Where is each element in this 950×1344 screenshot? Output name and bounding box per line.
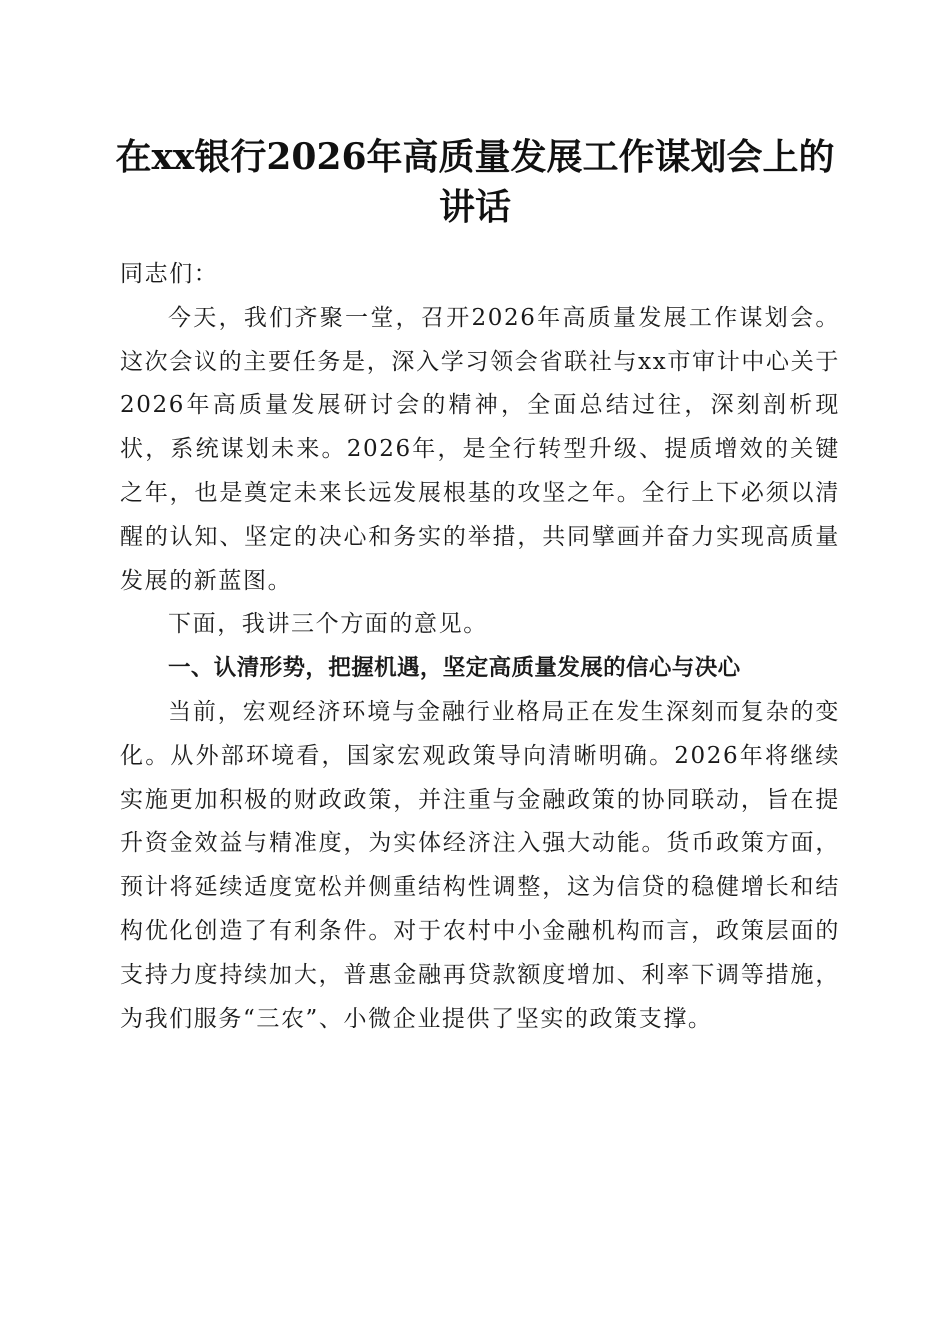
salutation: 同志们： [120,261,219,287]
document-title [100,132,850,232]
title-line-2: 讲话 [438,186,511,228]
paragraph-opening: 今天，我们齐聚一堂，召开2026年高质量发展工作谋划会。这次会议的主要任务是，深入学习领会省联社与xx市审计中心关于2026年高质量发展研讨会的精神，全面总结过往，深刻剖析现状，系统谋划未来。2026年，是全行转型升级、提质增效的关键之年，也是奠定未来长远发展根基的攻坚之年。全行上下必须以清醒的认知、坚定的决心和务实的举措，共同擘画并奋力实现高质量发展的新蓝图。 [120,304,840,594]
paragraph-situation: 当前，宏观经济环境与金融行业格局正在发生深刻而复杂的变化。从外部环境看，国家宏观政策导向清晰明确。2026年将继续实施更加积极的财政政策，并注重与金融政策的协同联动，旨在提升资金效益与精准度，为实体经济注入强大动能。货币政策方面，预计将延续适度宽松并侧重结构性调整，这为信贷的稳健增长和结构优化创造了有利条件。对于农村中小金融机构而言，政策层面的支持力度持续加大，普惠金融再贷款额度增加、利率下调等措施，为我们服务“三农”、小微企业提供了坚实的政策支撑。 [120,698,840,1032]
paragraph-outline: 下面，我讲三个方面的意见。 [168,611,488,638]
section-heading-1: 一、认清形势，把握机遇，坚定高质量发展的信心与决心 [168,655,741,682]
title-line-1: 在xx银行2026年高质量发展工作谋划会上的 [115,136,835,178]
document-body [120,253,840,1041]
